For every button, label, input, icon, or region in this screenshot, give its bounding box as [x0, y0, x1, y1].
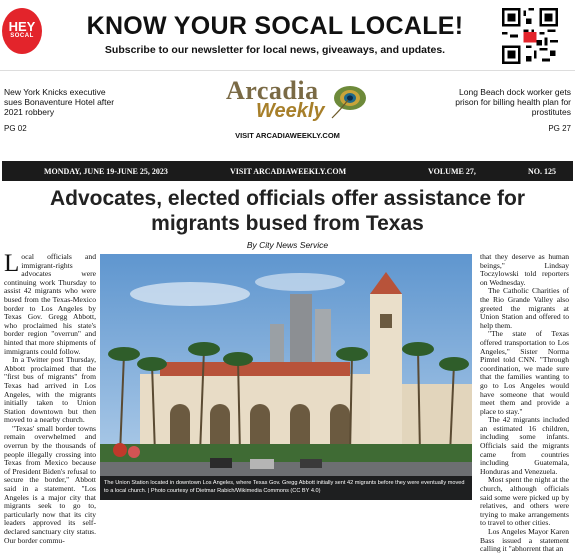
masthead-name-top: Arcadia	[226, 76, 319, 105]
teaser-left-headline[interactable]: New York Knicks executive sues Bonaventure Hotel after 2021 robbery	[4, 87, 115, 117]
masthead-logo[interactable]	[220, 76, 360, 130]
volume-number: VOLUME 27,	[428, 167, 476, 176]
paragraph: In a Twitter post Thursday, Abbott proclaimed that the "first bus of migrants" from Texas had arrived in Los Angeles, with the migrants initially taken to Union Station downtown but then moved to a nearby church.	[4, 355, 96, 425]
logo-sub-text: SOCAL	[10, 33, 34, 39]
article-column-right	[480, 253, 569, 554]
paragraph: that they deserve as human beings," Lindsay Toczylowski told reporters on Wednesday.	[480, 252, 569, 287]
photo-caption: The Union Station located in downtown Los Angeles, where Texas Gov. Gregg Abbott initially sent 42 migrants before they were eventually moved to a local church. | Photo courtesy of Dietmar Rabich/Wikimedia Commons (CC BY 4.0)	[100, 476, 472, 500]
teaser-right-headline[interactable]: Long Beach dock worker gets prison for billing health plan for prostitutes	[455, 87, 571, 117]
masthead-name-bottom: Weekly	[256, 100, 325, 122]
issue-date: MONDAY, JUNE 19-JUNE 25, 2023	[44, 167, 168, 176]
paragraph: The Catholic Charities of the Rio Grande Valley also greeted the migrants at Union Station and offered to help them.	[480, 286, 569, 330]
teaser-left-page: PG 02	[4, 124, 27, 133]
article-headline: Advocates, elected officials offer assistance for migrants bused from Texas	[49, 187, 525, 235]
hey-socal-logo	[2, 8, 42, 54]
drop-cap: L	[4, 250, 20, 277]
paragraph: "Texas' small border towns remain overwhelmed and overrun by the thousands of people illegally crossing into Texas from Mexico because of President Biden's refusal to secure the border," Abbott said in a statement. "Los Angeles is a major city that migrants seek to go to, particularly now that its city leaders approved its self-declared sanctuary city status. Our border commu-	[4, 423, 96, 545]
paragraph: Most spent the night at the church, although officials said some were picked up by relatives, and others were trying to make arrangements to travel to other cities.	[480, 475, 569, 528]
teaser-right-page: PG 27	[548, 124, 571, 133]
peacock-feather-icon	[328, 80, 368, 120]
newsletter-banner[interactable]	[0, 0, 575, 71]
issue-number: NO. 125	[528, 167, 556, 176]
masthead-url[interactable]: VISIT ARCADIAWEEKLY.COM	[235, 131, 340, 140]
paragraph: Los Angeles Mayor Karen Bass issued a statement calling it "abhorrent that an	[480, 527, 569, 554]
banner-title: KNOW YOUR SOCAL LOCALE!	[86, 12, 464, 40]
dateline-bar	[2, 161, 573, 181]
union-station-photo	[100, 254, 472, 500]
dateline-url[interactable]: VISIT ARCADIAWEEKLY.COM	[230, 167, 347, 176]
qr-code-icon[interactable]	[502, 8, 558, 64]
paragraph: The 42 migrants included an estimated 16 children, including some infants. Officials said the migrants came from countries including Guatemala, Honduras and Venezuela.	[480, 415, 569, 476]
paragraph: ocal officials and immigrant-rights advocates were continuing work Thursday to assist 42 migrants who were bused from the Texas-Mexico border to Los Angeles by Texas Gov. Gregg Abbott, who proclaimed his state's border region "overrun" and hinted that more shipments of immigrants could follow.	[4, 252, 96, 356]
article-column-left	[4, 250, 96, 545]
banner-subtitle: Subscribe to our newsletter for local news, giveaways, and updates.	[104, 44, 446, 56]
article-byline: By City News Service	[246, 240, 329, 250]
logo-main-text: HEY	[8, 19, 36, 34]
paragraph: "The state of Texas offered transportation to Los Angeles," Sister Norma Pimtel told CNN. "Through coordination, we made sure that the families wanting to go to Los Angeles would have someone that would meet them and provide a place to stay."	[480, 329, 569, 416]
